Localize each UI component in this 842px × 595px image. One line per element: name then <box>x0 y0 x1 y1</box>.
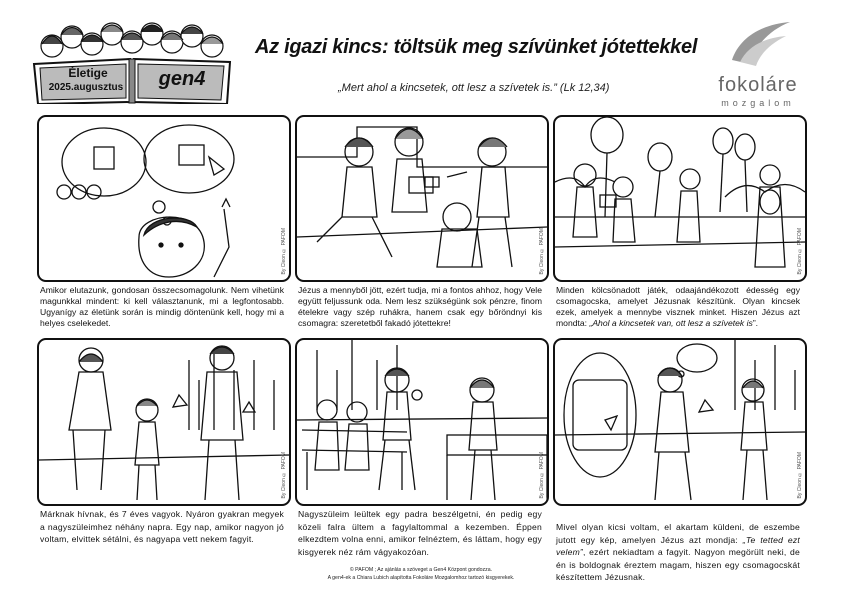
panel-6-caption-text: Mivel olyan kicsi voltam, el akartam küldeni, de eszembe jutott egy kép, amelyen Jézus azt mondja: <box>556 522 800 545</box>
comic-panel-4 <box>37 338 291 506</box>
comic-panel-6 <box>553 338 807 506</box>
badge-title: Életige <box>68 66 108 80</box>
footer-note: A gen4-ek a Chiara Lubich alapította Fokoláre Mozgalomhoz tartozó kisgyerekek. <box>327 575 515 581</box>
comic-panel-1 <box>37 115 291 282</box>
org-subtitle: mozgalom <box>721 98 795 108</box>
giving-icecream-illustration <box>555 340 805 504</box>
comic-panel-5 <box>295 338 549 506</box>
panel-1-caption: Amikor elutazunk, gondosan összecsomagolunk. Nem vihetünk magunkkal mindent: ki kell választanunk, mi a legfontosabb. Ugyanígy az életünk során is mindig döntenünk kell, hogy mi a helyes cselekedet. <box>40 285 284 328</box>
bible-quote: „Mert ahol a kincsetek, ott lesz a szívetek is.” (Lk 12,34) <box>338 82 610 94</box>
packing-scene-illustration <box>39 117 289 280</box>
illustration-credit: By Cleon © PAFOM <box>281 451 287 498</box>
balloons-illustration <box>555 117 805 280</box>
fokolare-logo <box>712 18 802 110</box>
panel-2-caption: Jézus a mennyből jött, ezért tudja, mi a fontos ahhoz, hogy Vele együtt feljussunk oda. Nem lesz szükségünk sok pénzre, finom ételekre vagy szép ruhákra, hanem csak egy bőröndnyi kis csomagra: szeretetből fakadó jótettekre! <box>298 285 542 328</box>
comic-panel-3 <box>553 115 807 282</box>
swoosh-icon <box>712 18 802 74</box>
badge-brand: gen4 <box>158 68 206 90</box>
panel-3-caption-end: ”. <box>752 318 759 328</box>
panel-6-caption <box>556 521 800 584</box>
park-bench-illustration <box>297 340 547 504</box>
panel-3-caption-text: Minden kölcsönadott játék, odaajándékozott édesség egy csomagocska, amelyet Jézusnak készítünk. Olyan kincsek ezek, amelyek a mennybe visznek minket. Hiszen Jézus azt mondta: <box>556 285 800 328</box>
illustration-credit: By Cleon © PAFOM <box>281 227 287 274</box>
grandparents-icecream-illustration <box>39 340 289 504</box>
org-name: fokoláre <box>718 74 798 96</box>
footer-copyright: © PAFOM ; Az ajánlás a szöveget a Gen4 Központ gondozza. <box>349 567 493 573</box>
comic-panel-2 <box>295 115 549 282</box>
panel-6-caption-quote: „Te tetted ezt velem” <box>556 534 800 558</box>
panel-6-caption-end: , ezért nekiadtam a fagyit. Nagyon megörült neki, de én is boldognak éreztem magam, hiszen egy csomagocskát készítettem Jézusnak. <box>556 547 800 583</box>
panel-3-caption-quote: „Ahol a kincsetek van, ott lesz a szívetek is <box>589 318 753 328</box>
children-sharing-illustration <box>297 117 547 280</box>
gen4-badge <box>30 4 235 104</box>
illustration-credit: By Cleon © PAFOM <box>539 451 545 498</box>
panel-5-caption: Nagyszüleim leültek egy padra beszélgetni, én pedig egy közeli falra ültem a fagylaltommal a kezemben. Éppen elkezdtem volna enni, amikor felnéztem, és láttam, hogy egy kisgyerek néz rám vágyakozóan. <box>298 509 542 557</box>
illustration-credit: By Cleon © PAFOM <box>797 227 803 274</box>
illustration-credit: By Cleon © PAFOM <box>539 227 545 274</box>
illustration-credit: By Cleon © PAFOM <box>797 451 803 498</box>
panel-4-caption: Márknak hívnak, és 7 éves vagyok. Nyáron gyakran megyek a nagyszüleimhez néhány napra. Egy nap, amikor nagyon jó voltam, elvittek sétálni, és nagyapa vett nekem fagyit. <box>40 509 284 545</box>
badge-date: 2025.augusztus <box>48 82 124 93</box>
page-title: Az igazi kincs: töltsük meg szívünket jótettekkel <box>255 36 698 58</box>
panel-3-caption <box>556 285 800 329</box>
